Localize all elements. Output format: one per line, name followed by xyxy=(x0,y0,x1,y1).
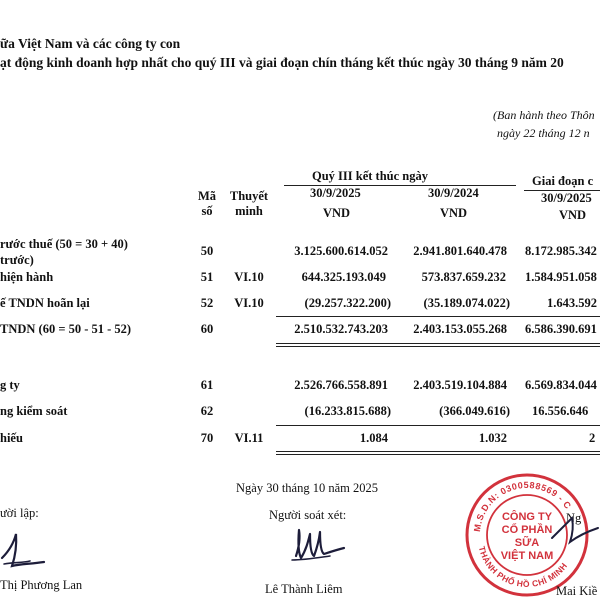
row-value-q3-2024: 2.403.153.055.268 xyxy=(413,322,507,336)
row-code: 62 xyxy=(200,404,214,418)
row-value-q3-2024: 573.837.659.232 xyxy=(421,270,506,284)
row-label: rước thuế (50 = 30 + 40) xyxy=(0,237,128,251)
row-note: VI.10 xyxy=(234,296,264,310)
eps-top-rule xyxy=(276,425,600,426)
preparer-name: Thị Phương Lan xyxy=(0,578,83,592)
row-value-q3-2025: 1.084 xyxy=(359,431,388,445)
row-code: 61 xyxy=(200,378,214,392)
q3-2025-header: 30/9/2025 xyxy=(310,186,361,200)
reviewer-title: Người soát xét: xyxy=(269,508,347,522)
row-note: VI.11 xyxy=(234,431,264,445)
row-code: 70 xyxy=(200,431,214,445)
row-value-q3-2025: 3.125.600.614.052 xyxy=(294,244,388,258)
row-note: VI.10 xyxy=(234,270,264,284)
q3-2024-header: 30/9/2024 xyxy=(428,186,479,200)
row-value-period-2025: 6.569.834.044 xyxy=(525,378,597,392)
row-value-q3-2025: 2.526.766.558.891 xyxy=(294,378,388,392)
row-value-q3-2024: 2.941.801.640.478 xyxy=(413,244,507,258)
row-label: ng kiểm soát xyxy=(0,404,68,418)
statement-title: ạt động kinh doanh hợp nhất cho quý III và giai đoạn chín tháng kết thúc ngày 30 tháng 9 năm 20 xyxy=(0,55,564,70)
row-label: hiện hành xyxy=(0,270,54,284)
reviewer-signature xyxy=(286,522,356,572)
row-value-q3-2024: 2.403.519.104.884 xyxy=(413,378,507,392)
svg-text:THÀNH PHỐ HỒ CHÍ MINH: THÀNH PHỐ HỒ CHÍ MINH xyxy=(476,545,570,590)
row-code: 51 xyxy=(200,270,214,284)
row-value-period-2025: 2 xyxy=(589,431,596,445)
row-value-q3-2025: (29.257.322.200) xyxy=(304,296,391,310)
row-label-cont: trước) xyxy=(0,253,34,267)
row-value-q3-2025: 644.325.193.049 xyxy=(301,270,386,284)
row-label: hiếu xyxy=(0,431,23,445)
row-label: g ty xyxy=(0,378,20,392)
period-2025-header: 30/9/2025 xyxy=(541,191,592,205)
q3-2025-unit: VND xyxy=(323,206,351,220)
preparer-title: ười lập: xyxy=(0,506,39,520)
report-date: Ngày 30 tháng 10 năm 2025 xyxy=(236,481,378,495)
preparer-signature xyxy=(0,520,70,580)
regulation-note-1: (Ban hành theo Thôn xyxy=(493,108,595,122)
col-note-header: Thuyết minh xyxy=(229,189,269,218)
svg-text:M.S.D.N: 0300588569 - C: M.S.D.N: 0300588569 - C xyxy=(472,479,574,533)
row-value-q3-2024: 1.032 xyxy=(478,431,507,445)
row-code: 60 xyxy=(200,322,214,336)
row-value-q3-2024: (366.049.616) xyxy=(439,404,510,418)
q3-2024-unit: VND xyxy=(440,206,468,220)
svg-text:VIỆT NAM: VIỆT NAM xyxy=(500,550,554,562)
regulation-note-2: ngày 22 tháng 12 n xyxy=(497,126,590,140)
eps-double-rule xyxy=(276,451,600,455)
col-code-header: Mã số xyxy=(197,189,217,218)
svg-text:CÔNG TY: CÔNG TY xyxy=(501,511,553,523)
row-value-period-2025: 6.586.390.691 xyxy=(525,322,597,336)
reviewer-name: Lê Thành Liêm xyxy=(265,582,343,596)
svg-text:CỔ PHẦN: CỔ PHẦN xyxy=(501,524,553,536)
director-signature xyxy=(548,512,600,552)
row-label: ế TNDN hoãn lại xyxy=(0,296,90,310)
row-value-q3-2025: 2.510.532.743.203 xyxy=(294,322,388,336)
row-value-q3-2025: (16.233.815.688) xyxy=(304,404,391,418)
row-value-period-2025: 16.556.646 xyxy=(532,404,589,418)
period-2025-unit: VND xyxy=(559,208,587,222)
director-title: Ng xyxy=(566,511,582,525)
director-name: Mai Kiề xyxy=(556,584,598,598)
svg-text:SỮA: SỮA xyxy=(514,537,540,549)
row-value-period-2025: 1.584.951.058 xyxy=(525,270,597,284)
row-code: 50 xyxy=(200,244,214,258)
row-code: 52 xyxy=(200,296,214,310)
row-value-period-2025: 1.643.592 xyxy=(547,296,597,310)
subtotal-rule xyxy=(276,316,600,317)
row-label: TNDN (60 = 50 - 51 - 52) xyxy=(0,322,132,336)
row-value-period-2025: 8.172.985.342 xyxy=(525,244,597,258)
period-group-header: Giai đoạn c xyxy=(532,174,594,188)
row-value-q3-2024: (35.189.074.022) xyxy=(423,296,510,310)
q3-group-header: Quý III kết thúc ngày xyxy=(312,169,428,183)
company-name: ữa Việt Nam và các công ty con xyxy=(0,36,181,51)
total-double-rule xyxy=(276,343,600,347)
